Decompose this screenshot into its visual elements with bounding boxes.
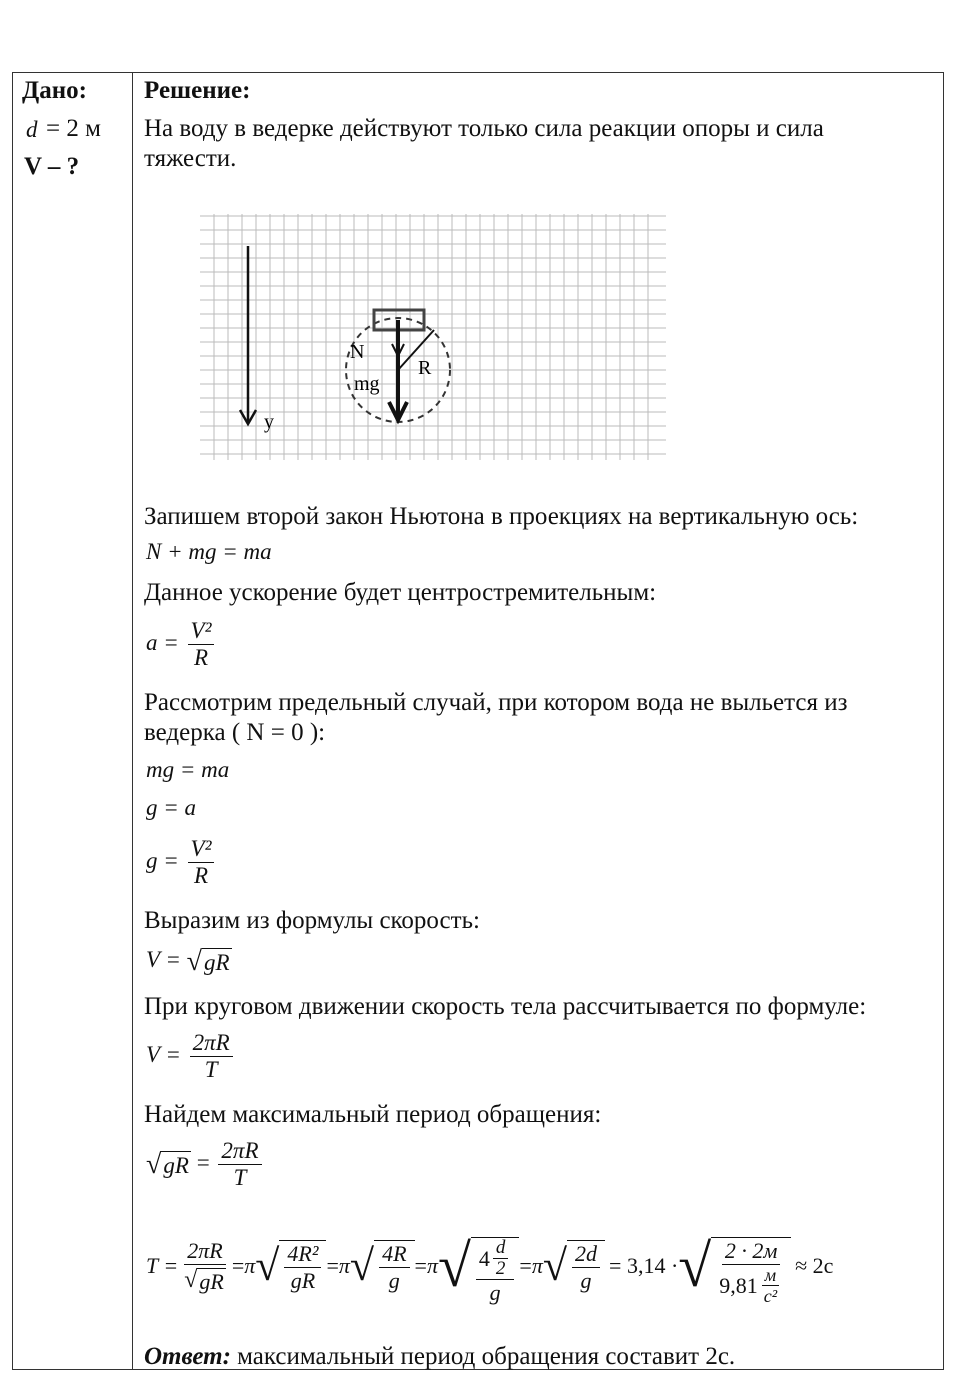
label-mg: mg (354, 373, 380, 395)
eq-period-setup: √ gR = $\frac{2\pi R}{T}$ (146, 1138, 265, 1191)
solution-heading: Решение: (144, 77, 251, 104)
eq-p-eq: = (196, 1149, 210, 1175)
answer-line (144, 1342, 735, 1372)
final-r5-num: 2 · 2м (722, 1238, 781, 1265)
final-value-pi: = 3,14 · (609, 1253, 679, 1278)
final-r4-num: 2d (572, 1241, 600, 1268)
eq-v2-num: 2πR (190, 1030, 233, 1057)
given-d-value: = 2 м (46, 115, 101, 142)
eq-v2-den: T (204, 1057, 218, 1082)
final-eq-1: = (231, 1253, 245, 1278)
final-eq-4: = (519, 1253, 532, 1278)
label-n: N (350, 341, 365, 363)
final-r5-den-pre: 9,81 (719, 1272, 758, 1298)
final-r3-frac-den: 2 (495, 1258, 506, 1279)
text-circular: При круговом движении скорость тела рассчитывается по формуле: (144, 993, 867, 1020)
given-find: V – ? (24, 153, 80, 180)
final-pi-4: π (531, 1253, 543, 1278)
eq-g-den: R (193, 863, 209, 888)
column-divider (132, 72, 133, 1370)
final-t-lhs: T = (146, 1253, 179, 1278)
given-heading: Дано: (22, 77, 87, 104)
eq-g-num: V² (188, 836, 215, 863)
answer-label: Ответ: (144, 1343, 231, 1370)
eq-p-rad: gR (163, 1152, 189, 1178)
force-diagram (200, 210, 670, 470)
eq-v-sqrt: V = √ gR (146, 945, 230, 977)
label-y: y (264, 411, 274, 433)
eq-v-2pir (146, 1030, 236, 1083)
final-eq-2: = (326, 1253, 339, 1278)
eq-v-lhs: V = (146, 947, 181, 972)
final-r3-num-pre: 4 (478, 1245, 490, 1271)
eq-g-v2r (146, 836, 217, 889)
final-pi-3: π (426, 1253, 438, 1278)
eq-p-num: 2πR (218, 1138, 261, 1165)
final-f1-den: gR (199, 1268, 224, 1294)
text-newton: Запишем второй закон Ньютона в проекциях на вертикальную ось: (144, 503, 859, 530)
eq-a-lhs: a = (146, 629, 179, 655)
eq-a-num: V² (188, 618, 215, 645)
eq-g-a: g = a (146, 795, 197, 820)
final-r3-den: g (489, 1280, 501, 1305)
text-limit-1: Рассмотрим предельный случай, при котором вода не выльется из (144, 689, 848, 716)
eq-v-rad: gR (204, 949, 230, 975)
intro-line-1: На воду в ведерке действуют только сила реакции опоры и сила (144, 115, 824, 142)
final-r2-den: g (388, 1268, 400, 1293)
final-f1-num: 2πR (184, 1238, 225, 1265)
final-r5-unit-num: м (762, 1265, 780, 1286)
intro-line-2: тяжести. (144, 145, 237, 172)
text-limit-2: ведерка ( N = 0 ): (144, 719, 326, 746)
final-r3-frac-num: d (493, 1238, 509, 1259)
final-r1-den: gR (290, 1268, 316, 1293)
text-express: Выразим из формулы скорость: (144, 907, 480, 934)
final-r5-unit-den: с² (763, 1286, 778, 1306)
eq-v2-lhs: V = (146, 1041, 181, 1067)
given-d-var: d (26, 117, 38, 142)
final-pi-2: π (338, 1253, 350, 1278)
eq-mg-ma: mg = ma (146, 757, 230, 782)
eq-newton: N + mg = ma (146, 539, 272, 564)
eq-a-den: R (193, 645, 209, 670)
text-period: Найдем максимальный период обращения: (144, 1101, 602, 1128)
final-result: ≈ 2с (795, 1253, 834, 1278)
label-r: R (418, 357, 432, 379)
text-centripetal: Данное ускорение будет центростремительным: (144, 579, 657, 606)
final-eq-3: = (414, 1253, 427, 1278)
final-r2-num: 4R (379, 1241, 409, 1268)
answer-text: максимальный период обращения составит 2с. (237, 1343, 736, 1370)
final-pi-1: π (244, 1253, 256, 1278)
final-r4-den: g (580, 1268, 592, 1293)
eq-p-den: T (233, 1165, 247, 1190)
eq-final: T = 2πR √ gR = π √ $\frac{\text{4R²}}{gR}$ = π √ $\frac{4R}{g}$ = π √ 4 $\frac{d}{2}$ g = π √ $\frac{2d}{g}$ = 3,14 · √ 2 · 2м 9,81 $\frac{м}{\text{с²}}$ ≈ 2с (146, 1233, 834, 1306)
eq-g-lhs: g = (146, 847, 179, 873)
eq-centripetal (146, 618, 217, 671)
final-r1-num: 4R² (284, 1241, 321, 1268)
